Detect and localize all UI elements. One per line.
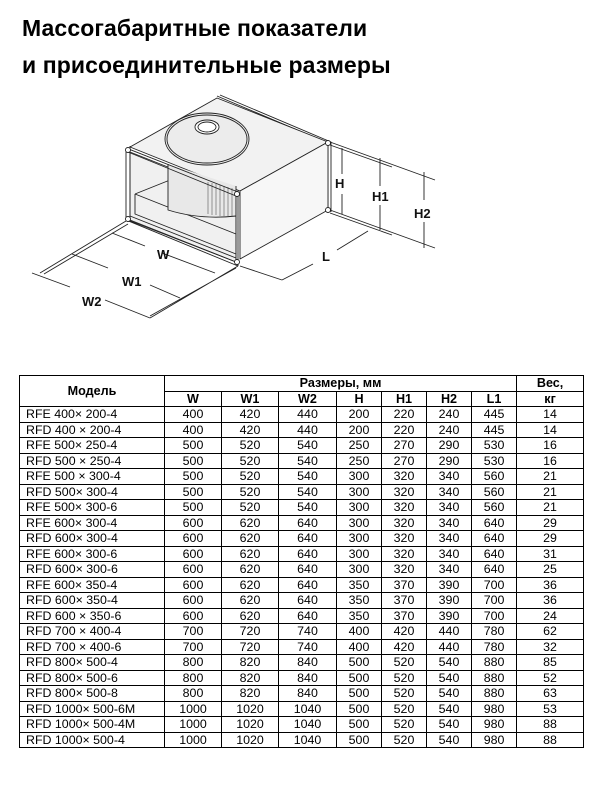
cell-w: 500: [165, 500, 222, 516]
cell-w2: 840: [279, 686, 337, 702]
cell-l1: 780: [472, 639, 517, 655]
cell-model: RFE 500× 300-6: [20, 500, 165, 516]
cell-w: 600: [165, 546, 222, 562]
cell-w: 500: [165, 484, 222, 500]
cell-l1: 880: [472, 670, 517, 686]
table-header-row-1: [20, 376, 584, 392]
cell-l1: 530: [472, 438, 517, 454]
cell-h1: 420: [382, 639, 427, 655]
cell-w2: 1040: [279, 732, 337, 748]
cell-l1: 640: [472, 531, 517, 547]
cell-h: 400: [337, 624, 382, 640]
table-row: [20, 670, 584, 686]
cell-model: RFD 800× 500-4: [20, 655, 165, 671]
cell-h1: 320: [382, 500, 427, 516]
table-row: [20, 686, 584, 702]
cell-model: RFD 1000× 500-4: [20, 732, 165, 748]
cell-w: 800: [165, 670, 222, 686]
cell-w: 1000: [165, 732, 222, 748]
table-row: [20, 624, 584, 640]
cell-h: 200: [337, 407, 382, 423]
cell-h1: 320: [382, 515, 427, 531]
cell-h2: 340: [427, 531, 472, 547]
cell-h: 350: [337, 608, 382, 624]
cell-h2: 540: [427, 655, 472, 671]
cell-h2: 340: [427, 469, 472, 485]
cell-weight: 14: [517, 407, 584, 423]
cell-model: RFD 1000× 500-6M: [20, 701, 165, 717]
cell-weight: 29: [517, 531, 584, 547]
cell-w: 600: [165, 562, 222, 578]
cell-h2: 340: [427, 546, 472, 562]
table-row: [20, 515, 584, 531]
cell-h1: 320: [382, 469, 427, 485]
cell-model: RFE 500 × 300-4: [20, 469, 165, 485]
title-line-2: и присоединительные размеры: [22, 52, 391, 78]
cell-h: 300: [337, 500, 382, 516]
cell-w2: 840: [279, 655, 337, 671]
cell-h: 300: [337, 531, 382, 547]
cell-w: 400: [165, 407, 222, 423]
cell-h: 500: [337, 701, 382, 717]
cell-model: RFE 400× 200-4: [20, 407, 165, 423]
cell-w1: 520: [222, 453, 279, 469]
fan-dimension-diagram: [0, 90, 460, 330]
cell-h1: 320: [382, 484, 427, 500]
header-dimensions: Размеры, мм: [165, 376, 517, 392]
table-row: [20, 453, 584, 469]
label-w1: W1: [122, 274, 142, 289]
cell-h: 500: [337, 670, 382, 686]
cell-h2: 540: [427, 686, 472, 702]
cell-model: RFD 800× 500-6: [20, 670, 165, 686]
cell-h2: 390: [427, 593, 472, 609]
cell-h1: 370: [382, 577, 427, 593]
cell-w1: 1020: [222, 701, 279, 717]
cell-w1: 620: [222, 593, 279, 609]
page-title: [22, 10, 391, 84]
cell-w1: 620: [222, 531, 279, 547]
cell-model: RFD 700 × 400-6: [20, 639, 165, 655]
table-row: [20, 422, 584, 438]
cell-w2: 1040: [279, 717, 337, 733]
cell-h1: 220: [382, 407, 427, 423]
cell-w2: 640: [279, 546, 337, 562]
cell-l1: 640: [472, 546, 517, 562]
cell-h2: 340: [427, 515, 472, 531]
header-w2: W2: [279, 391, 337, 407]
cell-w2: 640: [279, 577, 337, 593]
table-row: [20, 407, 584, 423]
cell-w1: 720: [222, 624, 279, 640]
cell-h2: 390: [427, 608, 472, 624]
cell-w1: 620: [222, 546, 279, 562]
cell-weight: 14: [517, 422, 584, 438]
table-row: [20, 732, 584, 748]
cell-h1: 370: [382, 608, 427, 624]
cell-w2: 640: [279, 608, 337, 624]
cell-weight: 88: [517, 732, 584, 748]
cell-model: RFD 600× 300-6: [20, 562, 165, 578]
cell-h: 400: [337, 639, 382, 655]
cell-model: RFE 600× 300-6: [20, 546, 165, 562]
cell-weight: 53: [517, 701, 584, 717]
cell-w2: 440: [279, 407, 337, 423]
cell-w2: 540: [279, 500, 337, 516]
cell-h1: 520: [382, 717, 427, 733]
cell-model: RFD 600× 300-4: [20, 531, 165, 547]
cell-w1: 620: [222, 608, 279, 624]
cell-l1: 780: [472, 624, 517, 640]
header-h2: H2: [427, 391, 472, 407]
cell-w2: 640: [279, 562, 337, 578]
cell-weight: 63: [517, 686, 584, 702]
cell-weight: 52: [517, 670, 584, 686]
cell-l1: 445: [472, 407, 517, 423]
cell-h1: 220: [382, 422, 427, 438]
table-body: [20, 407, 584, 748]
cell-model: RFD 600 × 350-6: [20, 608, 165, 624]
cell-l1: 640: [472, 562, 517, 578]
specs-table: [19, 375, 584, 748]
table-row: [20, 531, 584, 547]
cell-w2: 640: [279, 531, 337, 547]
cell-w2: 840: [279, 670, 337, 686]
cell-weight: 85: [517, 655, 584, 671]
cell-w2: 640: [279, 515, 337, 531]
cell-w1: 1020: [222, 717, 279, 733]
cell-w1: 520: [222, 438, 279, 454]
cell-model: RFD 400 × 200-4: [20, 422, 165, 438]
table-row: [20, 701, 584, 717]
label-h2: H2: [414, 206, 431, 221]
table-row: [20, 546, 584, 562]
cell-l1: 560: [472, 484, 517, 500]
cell-w: 600: [165, 515, 222, 531]
cell-h2: 440: [427, 624, 472, 640]
cell-w1: 520: [222, 500, 279, 516]
cell-h2: 340: [427, 562, 472, 578]
cell-l1: 700: [472, 593, 517, 609]
cell-h2: 240: [427, 422, 472, 438]
cell-w1: 820: [222, 655, 279, 671]
cell-w2: 740: [279, 624, 337, 640]
cell-h: 500: [337, 732, 382, 748]
cell-w2: 640: [279, 593, 337, 609]
cell-w: 600: [165, 577, 222, 593]
table-row: [20, 469, 584, 485]
cell-h: 500: [337, 686, 382, 702]
cell-w: 500: [165, 469, 222, 485]
table-row: [20, 500, 584, 516]
cell-w: 600: [165, 608, 222, 624]
label-h1: H1: [372, 189, 389, 204]
cell-h1: 520: [382, 655, 427, 671]
cell-w1: 620: [222, 562, 279, 578]
cell-w1: 1020: [222, 732, 279, 748]
cell-weight: 32: [517, 639, 584, 655]
cell-w: 600: [165, 531, 222, 547]
cell-h: 500: [337, 655, 382, 671]
cell-l1: 700: [472, 577, 517, 593]
cell-model: RFD 800× 500-8: [20, 686, 165, 702]
cell-w: 500: [165, 453, 222, 469]
cell-model: RFD 700 × 400-4: [20, 624, 165, 640]
cell-h: 350: [337, 577, 382, 593]
cell-w1: 720: [222, 639, 279, 655]
label-h: H: [335, 176, 345, 191]
cell-h1: 520: [382, 701, 427, 717]
cell-h1: 370: [382, 593, 427, 609]
table-row: [20, 577, 584, 593]
cell-l1: 640: [472, 515, 517, 531]
header-model: Модель: [20, 376, 165, 407]
cell-h2: 440: [427, 639, 472, 655]
cell-model: RFE 600× 300-4: [20, 515, 165, 531]
cell-h: 350: [337, 593, 382, 609]
cell-l1: 880: [472, 686, 517, 702]
cell-w1: 820: [222, 686, 279, 702]
cell-h1: 270: [382, 438, 427, 454]
cell-l1: 560: [472, 469, 517, 485]
cell-model: RFE 500× 250-4: [20, 438, 165, 454]
cell-model: RFD 1000× 500-4M: [20, 717, 165, 733]
cell-l1: 560: [472, 500, 517, 516]
cell-weight: 21: [517, 500, 584, 516]
cell-w: 700: [165, 624, 222, 640]
table-row: [20, 484, 584, 500]
cell-w: 800: [165, 655, 222, 671]
label-w2: W2: [82, 294, 102, 309]
cell-weight: 29: [517, 515, 584, 531]
cell-w2: 540: [279, 453, 337, 469]
cell-weight: 62: [517, 624, 584, 640]
cell-w: 500: [165, 438, 222, 454]
cell-h1: 420: [382, 624, 427, 640]
table-row: [20, 593, 584, 609]
cell-l1: 700: [472, 608, 517, 624]
cell-h2: 540: [427, 670, 472, 686]
header-w: W: [165, 391, 222, 407]
cell-h: 300: [337, 546, 382, 562]
table-row: [20, 655, 584, 671]
cell-l1: 980: [472, 717, 517, 733]
table-row: [20, 438, 584, 454]
cell-model: RFD 500 × 250-4: [20, 453, 165, 469]
cell-h: 300: [337, 515, 382, 531]
cell-weight: 16: [517, 453, 584, 469]
cell-h1: 320: [382, 562, 427, 578]
cell-weight: 24: [517, 608, 584, 624]
cell-weight: 36: [517, 593, 584, 609]
cell-h: 300: [337, 562, 382, 578]
cell-weight: 21: [517, 469, 584, 485]
cell-model: RFD 500× 300-4: [20, 484, 165, 500]
cell-h: 300: [337, 469, 382, 485]
header-w1: W1: [222, 391, 279, 407]
cell-h2: 340: [427, 484, 472, 500]
cell-weight: 36: [517, 577, 584, 593]
cell-w1: 520: [222, 469, 279, 485]
table-row: [20, 608, 584, 624]
cell-h2: 340: [427, 500, 472, 516]
cell-h: 200: [337, 422, 382, 438]
cell-h2: 290: [427, 453, 472, 469]
cell-h1: 320: [382, 546, 427, 562]
header-h1: H1: [382, 391, 427, 407]
cell-h1: 520: [382, 732, 427, 748]
cell-w2: 440: [279, 422, 337, 438]
cell-h: 250: [337, 438, 382, 454]
cell-weight: 16: [517, 438, 584, 454]
cell-w: 1000: [165, 701, 222, 717]
header-h: H: [337, 391, 382, 407]
cell-w2: 1040: [279, 701, 337, 717]
cell-h2: 290: [427, 438, 472, 454]
cell-l1: 980: [472, 732, 517, 748]
cell-h2: 390: [427, 577, 472, 593]
cell-w1: 620: [222, 515, 279, 531]
cell-w1: 420: [222, 407, 279, 423]
cell-weight: 31: [517, 546, 584, 562]
cell-w: 800: [165, 686, 222, 702]
cell-w2: 740: [279, 639, 337, 655]
cell-model: RFD 600× 350-4: [20, 593, 165, 609]
table-row: [20, 639, 584, 655]
cell-w1: 620: [222, 577, 279, 593]
cell-model: RFE 600× 350-4: [20, 577, 165, 593]
cell-w: 700: [165, 639, 222, 655]
cell-h2: 540: [427, 717, 472, 733]
cell-weight: 25: [517, 562, 584, 578]
cell-h2: 540: [427, 701, 472, 717]
cell-w1: 420: [222, 422, 279, 438]
cell-h1: 320: [382, 531, 427, 547]
cell-l1: 530: [472, 453, 517, 469]
label-w: W: [157, 247, 170, 262]
cell-l1: 445: [472, 422, 517, 438]
header-weight-line2: кг: [517, 391, 584, 407]
header-weight-line1: Вес,: [517, 376, 584, 392]
cell-weight: 88: [517, 717, 584, 733]
cell-h: 300: [337, 484, 382, 500]
label-l: L: [322, 249, 330, 264]
cell-w2: 540: [279, 484, 337, 500]
cell-w: 1000: [165, 717, 222, 733]
cell-h1: 520: [382, 686, 427, 702]
cell-h: 250: [337, 453, 382, 469]
cell-w2: 540: [279, 469, 337, 485]
cell-w2: 540: [279, 438, 337, 454]
cell-l1: 880: [472, 655, 517, 671]
cell-w: 600: [165, 593, 222, 609]
cell-w1: 520: [222, 484, 279, 500]
cell-h: 500: [337, 717, 382, 733]
header-l1: L1: [472, 391, 517, 407]
cell-weight: 21: [517, 484, 584, 500]
cell-h2: 240: [427, 407, 472, 423]
table-row: [20, 562, 584, 578]
title-line-1: Массогабаритные показатели: [22, 15, 368, 41]
cell-h1: 520: [382, 670, 427, 686]
cell-w1: 820: [222, 670, 279, 686]
cell-l1: 980: [472, 701, 517, 717]
table-row: [20, 717, 584, 733]
cell-h1: 270: [382, 453, 427, 469]
cell-w: 400: [165, 422, 222, 438]
cell-h2: 540: [427, 732, 472, 748]
